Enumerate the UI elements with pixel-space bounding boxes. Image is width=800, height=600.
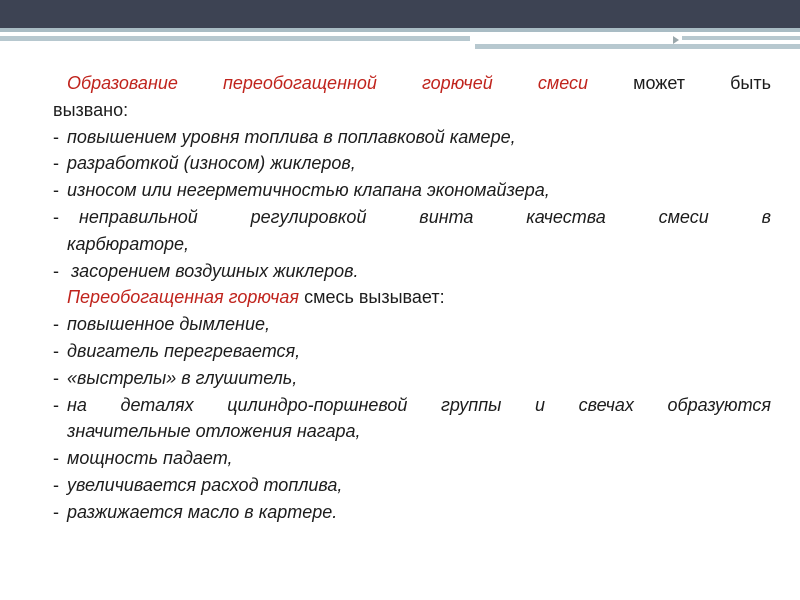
effect-item: - увеличивается расход топлива, [53,474,343,495]
effect-item: - повышенное дымление, [53,314,270,335]
cause-item: - разработкой (износом) жиклеров, [53,153,356,174]
slide-header-bar [0,0,800,28]
decor-stripe-mid [682,36,800,40]
slide-content [53,70,771,526]
effects-intro: Переобогащенная горючая смесь вызывает: [67,287,445,308]
effect-item: - мощность падает, [53,448,233,469]
decor-stripe-left [0,36,470,41]
intro-plain-text: может быть [633,73,771,93]
intro-line [53,70,771,97]
cause-item: - засорением воздушных жиклеров. [53,260,359,281]
intro-red-text: Образование переобогащенной горючей смеси [67,73,589,93]
intro-continuation: вызвано: [53,99,129,120]
effect-item: - двигатель перегревается, [53,340,301,361]
slide-header-accent [0,28,800,32]
cause-item: - повышением уровня топлива в поплавковой камере, [53,126,516,147]
cause-item: - неправильной регулировкой винта качества смеси в карбюраторе, [53,206,771,254]
triangle-marker-icon [673,36,679,44]
effect-item: - на деталях цилиндро-поршневой группы и свечах образуются значительные отложения нагара, [53,394,771,442]
cause-item: - износом или негерметичностью клапана экономайзера, [53,180,550,201]
decor-stripe-right [475,44,800,49]
effect-item: - разжижается масло в картере. [53,501,338,522]
effect-item: - «выстрелы» в глушитель, [53,367,298,388]
